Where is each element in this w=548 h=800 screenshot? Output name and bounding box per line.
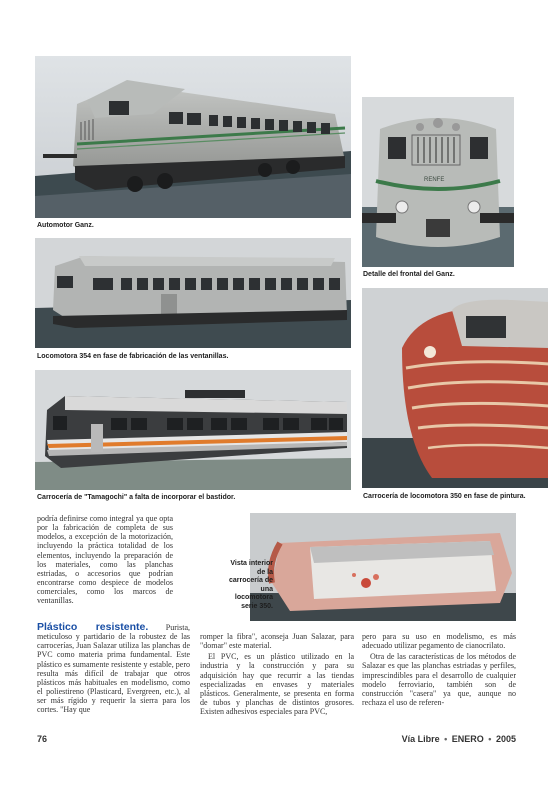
caption-locomotora-354: Locomotora 354 en fase de fabricación de las ventanillas. — [37, 353, 229, 360]
caption-tamagochi: Carrocería de "Tamagochi" a falta de incorporar el bastidor. — [37, 494, 236, 501]
article-column-1-top — [37, 514, 173, 608]
article-paragraph: podría definirse como integral ya que opta por la fabricación de completa de sus modelos, a excepción de la motorización, incluyendo la práctica totalidad de los elementos, incluyendo la preparación de los materiales, como las planchas estriadas, o accesorios que podrían encontrarse como despiece de modelos comerciales, como los marcos de ventanillas. — [37, 514, 173, 606]
article-paragraph: El PVC, es un plástico utilizado en la industria y la construcción y para su adquisición hay que recurrir a las tiendas especializadas en envases y materiales plásticos. Generalmente, se presenta en forma de tubos y planchas de distintos grosores. Existen adhesivos especiales para PVC, — [200, 652, 354, 717]
photo-locomotora-350-pintura — [362, 288, 548, 488]
article-paragraph: pero para su uso en modelismo, es más adecuado utilizar pegamento de cianocrilato. — [362, 632, 516, 651]
caption-automotor-ganz: Automotor Ganz. — [37, 222, 94, 229]
photo-vista-interior — [250, 513, 516, 621]
caption-locomotora-350: Carrocería de locomotora 350 en fase de pintura. — [363, 493, 526, 500]
article-column-3 — [362, 632, 516, 709]
article-column-2 — [200, 632, 354, 718]
section-heading: Plástico resistente. — [37, 621, 149, 633]
magazine-name: Vía Libre — [401, 734, 440, 744]
caption-ganz-front: Detalle del frontal del Ganz. — [363, 271, 455, 278]
photo-locomotora-354 — [35, 238, 351, 348]
page-number: 76 — [37, 734, 48, 744]
article-paragraph: Plástico resistente. Purista, meticuloso y partidario de la robustez de las carrocerías, Juan Salazar utiliza las planchas de PVC como materia prima fundamental. Este plástico es sumamente resistente y estable, pero resulta más difícil de trabajar que otros plásticos más habituales en modelismo, como el poliestireno (Plasticard, Evergreen, etc.), al ser más rígido y requerir la sierra para los cortes. "Hay que — [37, 621, 190, 715]
photo-tamagochi — [35, 370, 351, 490]
photo-ganz-front — [362, 97, 514, 267]
footer-separator: • — [444, 734, 448, 744]
article-column-1 — [37, 623, 190, 717]
article-paragraph: Otra de las características de los métodos de Salazar es que las planchas estriadas y perfiles, imprescindibles para el desarrollo de cualquier modelo ferroviario, también son de construcción "casera" ya que, aunque no rechaza el uso de referen- — [362, 652, 516, 708]
issue-year: 2005 — [495, 734, 516, 744]
footer-masthead — [402, 734, 516, 744]
footer-separator: • — [488, 734, 492, 744]
issue-month: ENERO — [451, 734, 484, 744]
caption-vista-interior: Vista interior de la carrocería de una locomotora serie 350. — [229, 560, 273, 610]
photo-automotor-ganz — [35, 56, 351, 218]
article-paragraph: romper la fibra", aconseja Juan Salazar, para "domar" este material. — [200, 632, 354, 651]
renfe-badge: RENFE — [424, 177, 445, 183]
